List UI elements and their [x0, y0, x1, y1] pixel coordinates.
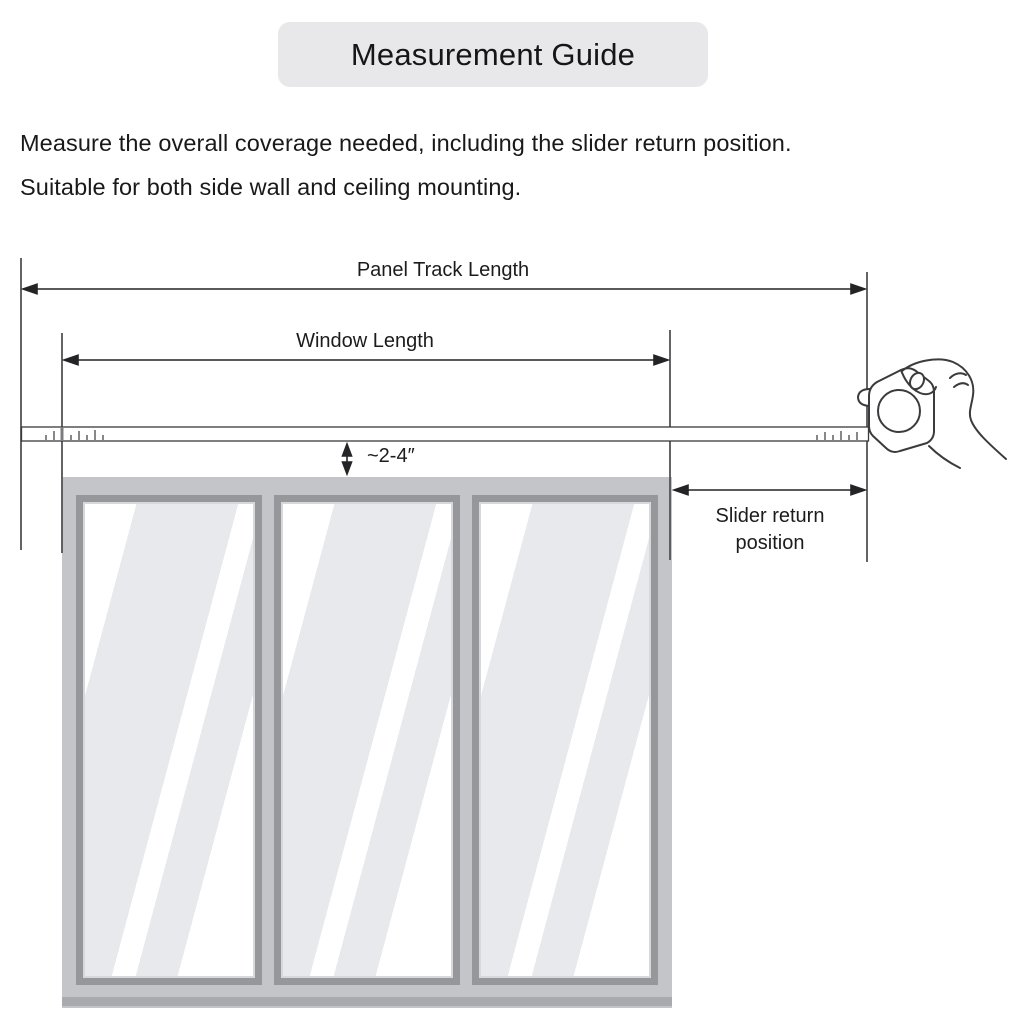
description-line-2: Suitable for both side wall and ceiling mounting. [20, 174, 522, 200]
window-length-label: Window Length [296, 330, 434, 352]
dimension-arrows [23, 284, 865, 495]
knuckle-creases [950, 373, 968, 387]
tape-band [22, 427, 869, 441]
wrist-line [929, 446, 960, 468]
page-title: Measurement Guide [350, 36, 636, 72]
slider-return-label-line-2: position [735, 532, 805, 554]
slider-return-label-line-1: Slider return [715, 505, 825, 527]
description-line-1: Measure the overall coverage needed, including the slider return position. [20, 130, 792, 156]
slider-return-label [716, 503, 825, 557]
panel-track-length-label: Panel Track Length [356, 259, 530, 281]
track-gap-label: ~2-4″ [367, 445, 415, 467]
